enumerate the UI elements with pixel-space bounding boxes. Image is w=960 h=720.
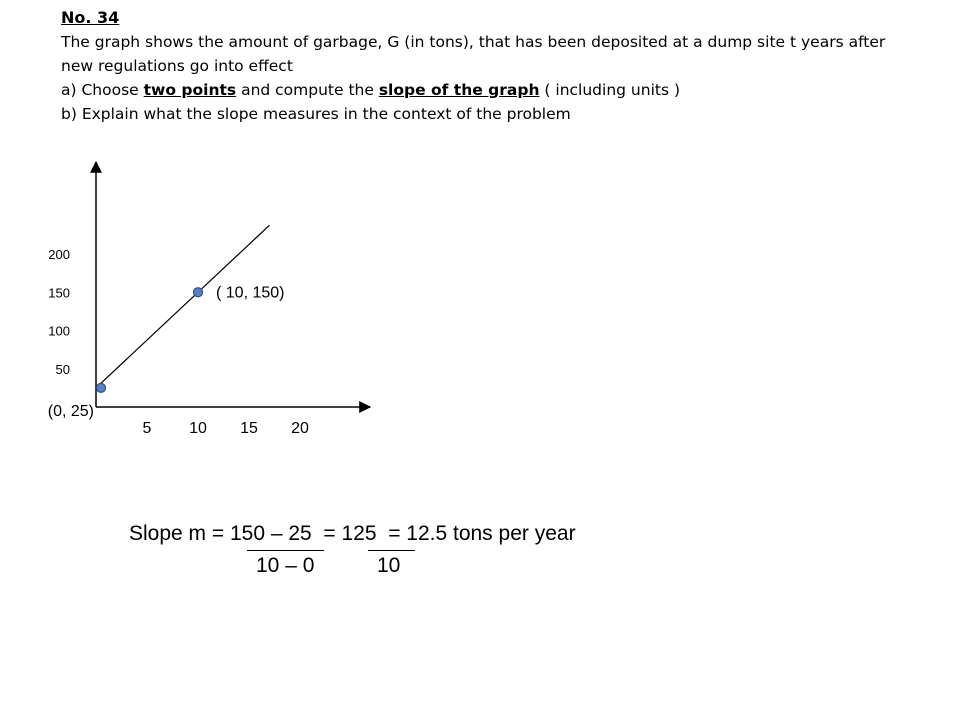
slope-denominator-2: 10 [377,554,401,577]
part-a-prefix: a) Choose [61,81,144,99]
data-point-1 [194,288,203,297]
x-tick-label-10: 10 [189,420,207,437]
x-tick-label-5: 5 [142,420,152,437]
y-tick-label-100: 100 [48,323,70,339]
part-a-suffix: ( including units ) [539,81,680,99]
part-a-underlined-2: slope of the graph [378,81,540,99]
y-tick-label-150: 150 [48,285,70,301]
data-point-0 [97,383,106,392]
data-point-label-0: (0, 25) [47,402,94,420]
y-tick-label-200: 200 [48,247,70,262]
series-line-0 [96,225,269,388]
fraction-bar-1 [247,550,324,551]
x-tick-label-15: 15 [240,420,258,437]
problem-statement: The graph shows the amount of garbage, G (in tons), that has been deposited at a dump site t years after new regulations go into effect [61,33,886,75]
part-b: b) Explain what the slope measures in the context of the problem [61,105,571,123]
slope-denominator-1: 10 – 0 [256,554,315,577]
problem-number: No. 34 [61,8,120,27]
y-tick-label-50: 50 [55,361,70,377]
fraction-bar-2 [368,550,415,551]
slope-equation: Slope m = 150 – 25 = 125 = 12.5 tons per year [129,522,576,545]
part-a-mid: and compute the [236,81,379,99]
part-a-underlined-1: two points [143,81,237,99]
x-tick-label-20: 20 [291,420,309,437]
data-point-label-1: ( 10, 150) [216,284,285,302]
